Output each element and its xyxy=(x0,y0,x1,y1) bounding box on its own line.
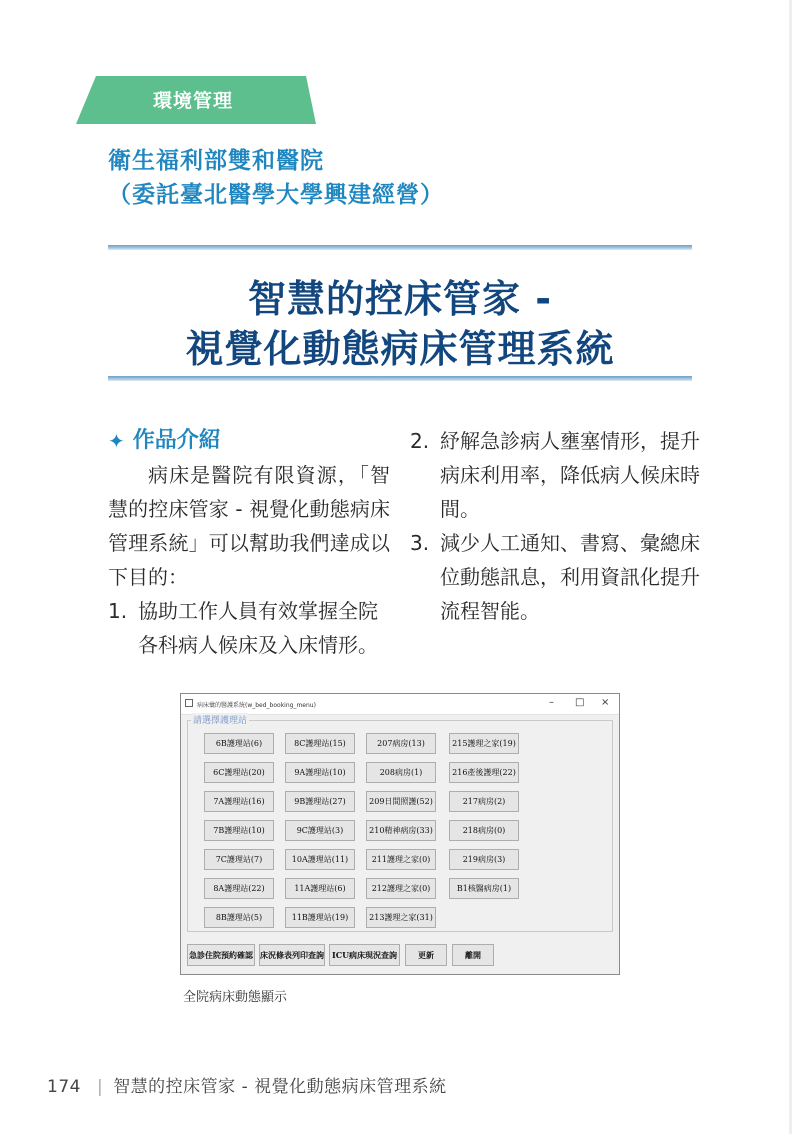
organization-note: （委託臺北醫學大學興建經營） xyxy=(108,182,444,208)
close-button[interactable]: × xyxy=(601,697,610,708)
station-button[interactable]: 6C護理站(20) xyxy=(204,762,274,783)
station-button[interactable]: 6B護理站(6) xyxy=(204,733,274,754)
station-button[interactable]: 8C護理站(15) xyxy=(285,733,355,754)
minimize-button[interactable]: – xyxy=(549,697,554,708)
station-group-label: 請選擇護理站 xyxy=(191,713,249,726)
window-titlebar xyxy=(181,694,619,715)
section-heading-text: 作品介紹 xyxy=(132,428,221,453)
figure-caption: 全院病床動態顯示 xyxy=(183,990,288,1005)
station-button[interactable]: B1核醫病房(1) xyxy=(449,878,519,899)
maximize-button[interactable]: □ xyxy=(575,697,585,708)
list-item-number: 1. xyxy=(108,599,128,623)
bed-management-window xyxy=(180,693,620,975)
title-rule-bottom xyxy=(108,376,692,381)
list-item-number: 2. xyxy=(410,429,430,453)
station-button[interactable]: 7C護理站(7) xyxy=(204,849,274,870)
station-button[interactable]: 11A護理站(6) xyxy=(285,878,355,899)
app-icon xyxy=(185,699,193,707)
page-title-line2: 視覺化動態病床管理系統 xyxy=(185,327,615,371)
er-admission-confirm-button[interactable]: 急診住院預約確認 xyxy=(187,944,255,966)
list-item xyxy=(108,594,390,662)
station-button[interactable]: 210精神病房(33) xyxy=(366,820,436,841)
page-title-line1: 智慧的控床管家 - xyxy=(247,277,552,321)
station-button[interactable]: 8A護理站(22) xyxy=(204,878,274,899)
category-label: 環境管理 xyxy=(152,90,233,112)
list-item xyxy=(410,424,700,526)
station-button[interactable]: 10A護理站(11) xyxy=(285,849,355,870)
station-button[interactable]: 9B護理站(27) xyxy=(285,791,355,812)
intro-paragraph: 病床是醫院有限資源，「智慧的控床管家 - 視覺化動態病床管理系統」可以幫助我們達成以下目的： xyxy=(108,463,390,589)
bed-status-print-button[interactable]: 床況條表列印查詢 xyxy=(259,944,325,966)
station-button[interactable]: 9A護理站(10) xyxy=(285,762,355,783)
page-number: 174 xyxy=(47,1077,81,1097)
page-footer xyxy=(47,1072,447,1097)
footer-title: 智慧的控床管家 - 視覺化動態病床管理系統 xyxy=(113,1077,447,1097)
station-button[interactable]: 8B護理站(5) xyxy=(204,907,274,928)
station-button[interactable]: 207病房(13) xyxy=(366,733,436,754)
station-button[interactable]: 209日間照護(52) xyxy=(366,791,436,812)
station-button[interactable]: 212護理之家(0) xyxy=(366,878,436,899)
station-button[interactable]: 211護理之家(0) xyxy=(366,849,436,870)
list-item-text: 協助工作人員有效掌握全院各科病人候床及入床情形。 xyxy=(138,599,378,657)
station-button[interactable]: 208病房(1) xyxy=(366,762,436,783)
station-button[interactable]: 7B護理站(10) xyxy=(204,820,274,841)
body-left-column xyxy=(108,424,390,662)
station-button[interactable]: 218病房(0) xyxy=(449,820,519,841)
list-item-text: 減少人工通知、書寫、彙總床位動態訊息，利用資訊化提升流程智能。 xyxy=(440,531,700,623)
window-title: 病床彙的醫護系統(w_bed_booking_menu) xyxy=(197,702,316,709)
station-button[interactable]: 7A護理站(16) xyxy=(204,791,274,812)
station-button[interactable]: 216產後護理(22) xyxy=(449,762,519,783)
station-button[interactable]: 213護理之家(31) xyxy=(366,907,436,928)
organization-name: 衛生福利部雙和醫院 xyxy=(108,148,324,174)
station-button[interactable]: 215護理之家(19) xyxy=(449,733,519,754)
list-item-text: 紓解急診病人壅塞情形，提升病床利用率，降低病人候床時間。 xyxy=(440,429,700,521)
station-button[interactable]: 9C護理站(3) xyxy=(285,820,355,841)
body-right-column xyxy=(410,424,700,628)
station-button[interactable]: 11B護理站(19) xyxy=(285,907,355,928)
station-button[interactable]: 219病房(3) xyxy=(449,849,519,870)
icu-bed-status-button[interactable]: ICU病床現況查詢 xyxy=(329,944,400,966)
page-edge-mark xyxy=(789,0,792,1134)
list-item xyxy=(410,526,700,628)
footer-separator: | xyxy=(96,1077,104,1097)
station-button[interactable]: 217病房(2) xyxy=(449,791,519,812)
exit-button[interactable]: 離開 xyxy=(452,944,494,966)
list-item-number: 3. xyxy=(410,531,430,555)
title-rule-top xyxy=(108,245,692,250)
sparkle-star-icon: ✦ xyxy=(108,429,125,453)
refresh-button[interactable]: 更新 xyxy=(405,944,447,966)
section-heading xyxy=(108,424,390,458)
